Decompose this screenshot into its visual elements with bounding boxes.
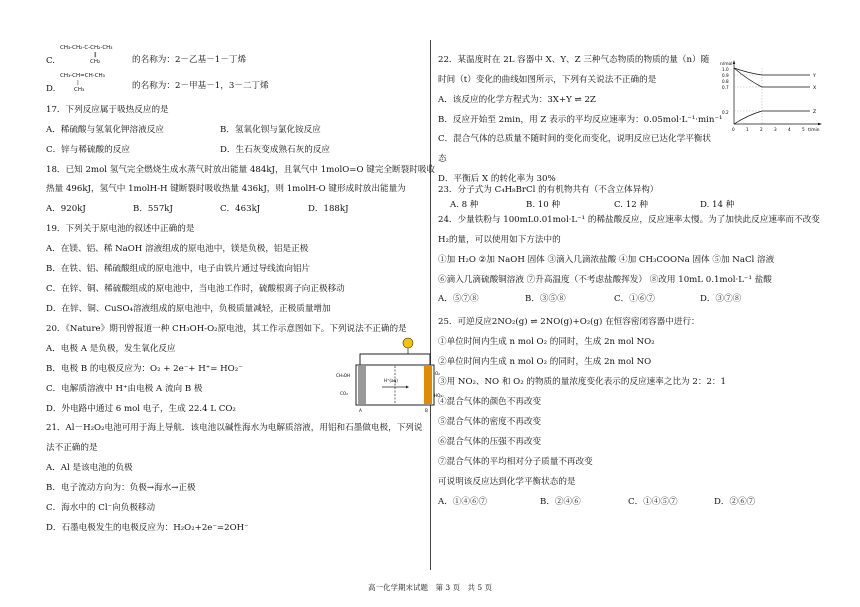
q22-option-a: A．该反应的化学方程式为：3X+Y ⇌ 2Z [438, 95, 596, 105]
q25-stem: 25．可逆反应2NO₂(g) ⇌ 2NO(g)+O₂(g) 在恒容密闭容器中进行： [438, 317, 700, 327]
q25-conclusion: 可说明该反应达到化学平衡状态的是 [438, 477, 576, 487]
structure-c-bot: CH₂ [90, 59, 101, 65]
q17-stem: 17．下列反应属于吸热反应的是 [46, 105, 169, 115]
cell-left-label: CH₃OH [336, 373, 351, 378]
curve-z [734, 111, 810, 124]
q18-stem-2: 热量 496kJ，氢气中 1molH-H 键断裂时吸收热量 436kJ，则 1molH-O 键形成时放出能量为 [46, 184, 406, 194]
q25-item-7: ⑦混合气体的平均相对分子质量不再改变 [438, 457, 593, 467]
q18-option-c: C．463kJ [220, 204, 261, 214]
q24-option-b: B．③⑤⑧ [525, 294, 566, 304]
q18-option-a: A．920kJ [46, 204, 86, 214]
cell-center-label: H⁺(aq) [384, 378, 398, 383]
graph-xtick-3: 3 [774, 127, 777, 132]
q19-option-a: A．在镁、铝、稀 NaOH 溶液组成的原电池中，镁是负极，铝是正极 [46, 244, 309, 254]
q21-option-b: B．电子流动方向为：负极→海水→正极 [46, 483, 196, 493]
cell-b-label: B [425, 408, 428, 413]
label-y: Y [813, 74, 816, 79]
graph-ytick-3: 0.8 [722, 79, 729, 84]
graph-ytick-5: 0.2 [722, 110, 729, 115]
electrode-b [424, 366, 432, 404]
graph-xtick-0: 0 [732, 127, 735, 132]
q19-stem: 19．下列关于原电池的叙述中正确的是 [46, 224, 195, 234]
electrode-a [358, 366, 366, 404]
q23-option-c: C. 12 种 [614, 200, 648, 210]
graph-ytick-1: 1.0 [722, 67, 729, 72]
cell-right-label: O₂ [435, 371, 440, 376]
structure-c-mid: ‖ [94, 52, 97, 58]
q25-option-b: B．②④⑥ [540, 497, 581, 507]
page-footer: 高一化学期末试题 第 3 页 共 5 页 [367, 583, 493, 592]
cell-right-label-2: HO₂⁻ [434, 393, 444, 398]
q21-option-d: D．石墨电极发生的电极反应为：H₂O₂+2e⁻=2OH⁻ [46, 523, 249, 533]
q25-item-4: ④混合气体的颜色不再改变 [438, 397, 542, 407]
graph-xtick-1: 1 [746, 127, 749, 132]
graph-xtick-5: 5 [802, 127, 805, 132]
q25-item-1: ①单位时间内生成 n mol O₂ 的同时，生成 2n mol NO₂ [438, 337, 655, 347]
nt-graph [720, 58, 826, 132]
column-divider [430, 40, 431, 570]
fuel-cell-diagram [334, 335, 444, 415]
q25-item-5: ⑤混合气体的密度不再改变 [438, 417, 542, 427]
cell-a-label: A [359, 408, 362, 413]
q22-stem-2: 时间（t）变化的曲线如图所示，下列有关说法不正确的是 [438, 75, 657, 85]
q19-option-d: D．在锌、铜、CuSO₄溶液组成的原电池中，负极质量减轻，正极质量增加 [46, 304, 331, 314]
q25-item-2: ②单位时间内生成 n mol O₂ 的同时，生成 2n mol NO [438, 357, 652, 367]
q19-option-c: C．在锌、铜、稀硫酸组成的原电池中，当电池工作时，硫酸根离子向正极移动 [46, 284, 345, 294]
structure-d-mid: | [77, 80, 79, 86]
q17-option-a: A．稀硫酸与氢氧化钾溶液反应 [46, 125, 164, 135]
q22-option-c-2: 态 [438, 154, 447, 164]
option-c-label: C. [46, 56, 56, 66]
q24-items-2: ⑥滴入几滴硫酸铜溶液 ⑦升高温度（不考虑盐酸挥发） ⑧改用 10mL 0.1mol·L⁻¹ 盐酸 [438, 275, 772, 285]
q23-option-b: B. 10 种 [526, 200, 561, 210]
q22-option-b: B．反应开始至 2min，用 Z 表示的平均反应速率为：0.05mol·L⁻¹·min⁻¹ [438, 115, 723, 125]
q25-item-6: ⑥混合气体的压强不再改变 [438, 437, 542, 447]
q25-item-3: ③用 NO₂、NO 和 O₂ 的物质的量浓度变化表示的反应速率之比为 2：2：1 [438, 377, 726, 387]
option-d-name: 的名称为：2－甲基－1，3－二丁烯 [132, 81, 269, 91]
q22-option-d: D．平衡后 X 的转化率为 30% [438, 174, 556, 184]
q22-stem-1: 22．某温度时在 2L 容器中 X、Y、Z 三种气态物质的物质的量（n）随 [438, 55, 710, 65]
q20-option-a: A．电极 A 是负极，发生氧化反应 [46, 344, 176, 354]
q21-stem-1: 21．Al－H₂O₂电池可用于海上导航．该电池以碱性海水为电解质溶液，用铝和石墨做电极，下列说 [46, 423, 423, 433]
graph-ytick-4: 0.7 [722, 85, 729, 90]
q20-option-d: D．外电路中通过 6 mol 电子，生成 22.4 L CO₂ [46, 404, 236, 414]
q24-stem-2: H₂的量，可以使用如下方法中的 [438, 235, 561, 245]
q18-stem-1: 18．已知 2mol 氢气完全燃烧生成水蒸气时放出能量 484kJ，且氧气中 1molO=O 键完全断裂时吸收 [46, 165, 436, 175]
label-z: Z [813, 110, 817, 115]
graph-xlabel: t/min [808, 128, 820, 132]
q21-stem-2: 法不正确的是 [46, 443, 98, 453]
q25-option-a: A．①④⑥⑦ [438, 497, 488, 507]
cell-left-label-2: CO₂ [340, 391, 348, 396]
q20-option-c: C．电解质溶液中 H⁺由电极 A 流向 B 极 [46, 384, 203, 394]
q24-option-c: C．①⑥⑦ [614, 294, 655, 304]
q24-option-a: A．⑤⑦⑧ [438, 294, 479, 304]
q24-option-d: D．③⑦⑧ [700, 294, 742, 304]
q21-option-c: C．海水中的 Cl⁻向负极移动 [46, 503, 156, 513]
q20-option-b: B．电极 B 的电极反应为：O₂ + 2e⁻+ H⁺= HO₂⁻ [46, 364, 243, 374]
q23-option-a: A. 8 种 [450, 200, 479, 210]
q18-option-d: D．188kJ [308, 204, 349, 214]
q23-option-d: D. 14 种 [700, 200, 735, 210]
q17-option-b: B．氢氧化钡与氯化铵反应 [220, 125, 321, 135]
bulb-icon [403, 338, 413, 348]
q23-stem: 23．分子式为 C₄H₈BrCl 的有机物共有（不含立体异构） [438, 185, 659, 195]
q25-option-d: D．②⑥⑦ [714, 497, 756, 507]
q19-option-b: B．在铁、铝、稀硫酸组成的原电池中，电子由铁片通过导线流向铝片 [46, 264, 311, 274]
graph-xtick-2: 2 [760, 127, 763, 132]
q20-stem: 20．《Nature》期刊曾报道一种 CH₃OH-O₂原电池，其工作示意图如下。下列说法不正确的是 [46, 324, 407, 334]
option-d-label: D. [46, 84, 56, 94]
q17-option-d: D．生石灰变成熟石灰的反应 [220, 145, 331, 155]
structure-c-top: CH₃-CH₂-C-CH₂-CH₃ [60, 45, 113, 51]
structure-d-bot: CH₃ [74, 87, 85, 93]
q17-option-c: C．锌与稀硫酸的反应 [46, 145, 130, 155]
label-x: X [813, 86, 817, 91]
q22-option-c-1: C．混合气体的总质量不随时间的变化而变化，说明反应已达化学平衡状 [438, 134, 711, 144]
structure-d-top: CH₃-CH=CH-CH₃ [60, 73, 105, 79]
graph-xtick-4: 4 [788, 127, 791, 132]
q24-items-1: ①加 H₂O ②加 NaOH 固体 ③滴入几滴浓盐酸 ④加 CH₃COONa 固体 ⑤加 NaCl 溶液 [438, 255, 775, 265]
q18-option-b: B．557kJ [133, 204, 173, 214]
curve-y [734, 68, 810, 75]
graph-ylabel: n/mol [720, 62, 733, 67]
curve-x [734, 68, 810, 87]
option-c-name: 的名称为：2－乙基－1－丁烯 [132, 55, 247, 65]
q21-option-a: A．Al 是该电池的负极 [46, 463, 133, 473]
graph-ytick-2: 0.9 [722, 73, 729, 78]
q25-option-c: C．①④⑤⑦ [628, 497, 678, 507]
q24-stem-1: 24．少量铁粉与 100mL0.01mol·L⁻¹ 的稀盐酸反应，反应速率太慢。为了加快此反应速率而不改变 [438, 215, 820, 225]
